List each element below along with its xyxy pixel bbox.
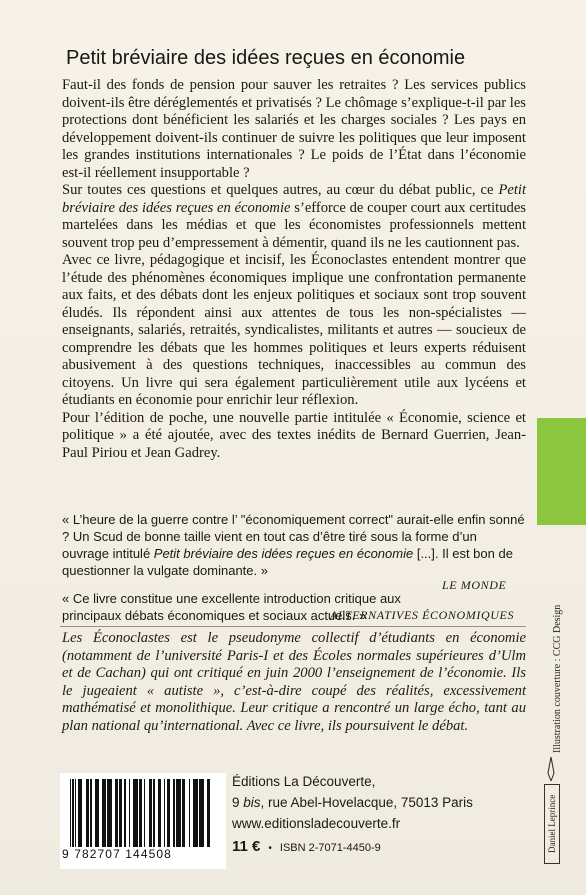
quote-source-le-monde: LE MONDE <box>442 578 507 592</box>
photo-credit: Daniel Leprince <box>544 784 560 864</box>
press-quote-le-monde: « L’heure de la guerre contre l’ "économiquement correct" aurait-elle enfin sonné ? Un Scud de bonne taille vient en tout cas d’être tiré sous la forme d’un ouvrage intitulé Petit bréviaire des idées reçues en économie [...]. Il est bon de questionner la vulgate dominante. » <box>62 512 525 578</box>
divider <box>60 626 526 627</box>
barcode-bar <box>210 779 212 847</box>
bullet: • <box>268 843 272 854</box>
publisher-info <box>232 771 532 859</box>
green-color-tab <box>537 418 586 525</box>
paragraph-purpose: Sur toutes ces questions et quelques autres, au cœur du débat public, ce Petit bréviaire des idées reçues en économie s’efforce de couper court aux certitudes martelées dans les médias et que les économistes professionnels mettent souvent trop peu d’empressement à démentir, quand ils ne les cautionnent pas. <box>62 182 526 251</box>
pen-icon <box>546 757 556 781</box>
isbn: ISBN 2-7071-4450-9 <box>279 842 381 854</box>
quote-source-alternatives: ALTERNATIVES ÉCONOMIQUES <box>330 608 515 622</box>
price: 11 € <box>232 838 261 855</box>
about-authors: Les Éconoclastes est le pseudonyme collectif d’étudiants en économie (notamment de l’université Paris-I et des Écoles normales supérieures d’Ulm et de Cachan) qui ont critiqué en juin 2000 l’enseignement de l’économie. Ils le jugeaient « autiste », c’est-à-dire coupé des réalités, excessivement mathématisé et monolithique. Leur critique a rencontré un large écho, tant au plan national qu’international. Avec ce livre, ils poursuivent le débat. <box>62 630 526 734</box>
publisher-name: Éditions La Découverte, <box>232 774 376 789</box>
barcode <box>60 773 226 869</box>
paragraph-questions: Faut-il des fonds de pension pour sauver les retraites ? Les services publics doivent-ils être déréglementés et privatisés ? Le chômage s’explique-t-il par les protections dont bénéficient les salariés et les charges sociales ? Les pays en développement doivent-ils continuer de suivre les politiques que leur imposent les grandes institutions internationales ? Le poids de l’État dans l’économie est-il réellement insupportable ? <box>62 77 526 181</box>
publisher-address: 9 bis, rue Abel-Hovelacque, 75013 Paris <box>232 795 473 810</box>
description-text <box>62 77 526 462</box>
publisher-website: www.editionsladecouverte.fr <box>232 816 401 831</box>
press-quote-alternatives: « Ce livre constitue une excellente introduction critique aux principaux débats économiques et sociaux actuels. » <box>62 591 401 623</box>
book-title: Petit bréviaire des idées reçues en économie <box>66 47 466 69</box>
barcode-bars <box>70 779 220 847</box>
book-title-inline: Petit bréviaire des idées reçues en économie <box>62 182 526 216</box>
paragraph-pocket-edition: Pour l’édition de poche, une nouvelle partie intitulée « Économie, science et politique » a été ajoutée, avec des textes inédits de Bernard Guerrien, Jean-Paul Piriou et Jean Gadrey. <box>62 409 526 461</box>
illustration-credit: Illustration couverture : CCG Design <box>552 604 563 753</box>
barcode-digits: 9 782707 144508 <box>62 847 172 861</box>
price-line <box>232 836 532 859</box>
paragraph-approach: Avec ce livre, pédagogique et incisif, les Éconoclastes entendent montrer que l’étude des phénomènes économiques implique une confrontation permanente aux faits, et des débats dont les enjeux politiques et sociaux sont trop souvent éludés. Ils répondent ainsi aux attentes de tous les non-spécialistes — enseignants, salariés, retraités, syndicalistes, militants et autres — soucieux de comprendre les débats que les hommes politiques et leurs experts réduisent abusivement à des questions techniques, inaccessibles au commun des citoyens. Un livre qui sera également particulièrement utile aux lycéens et étudiants en économie pour enrichir leur réflexion. <box>62 252 526 408</box>
